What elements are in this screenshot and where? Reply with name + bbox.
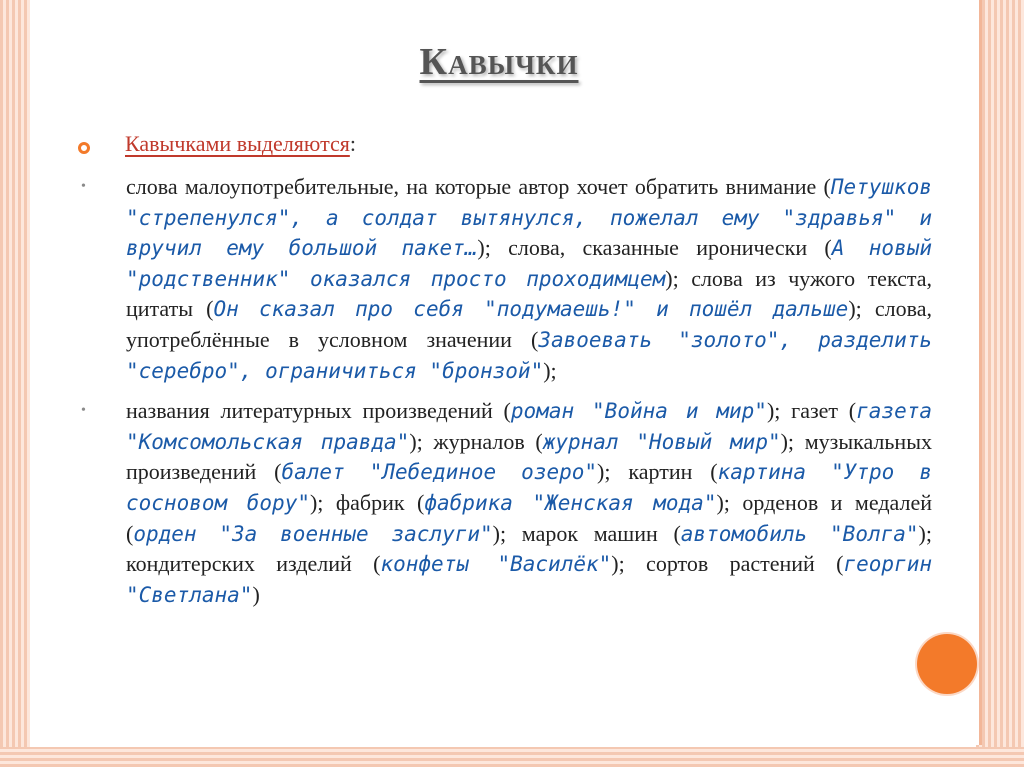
slide <box>34 0 979 745</box>
paragraph-text: слова малоупотребительные, на которые автор хочет обратить внимание ( <box>126 174 831 199</box>
paragraph-text: ); <box>543 357 557 383</box>
circle-bullet-icon <box>78 142 90 154</box>
paragraph-text: ); фабрик ( <box>309 489 425 515</box>
heading-text: Кавычками выделяются <box>125 131 350 156</box>
example-text: Он сказал про себя "подумаешь!" и пошёл дальше <box>213 297 849 322</box>
example-text: георгин "Светлана" <box>126 552 932 607</box>
example-text: фабрика "Женская мода" <box>424 490 717 515</box>
right-divider-line <box>979 0 982 745</box>
section-heading <box>125 131 356 157</box>
example-text: картина "Утро в сосновом бору" <box>126 460 932 515</box>
example-text: Завоевать "золото", разделить "серебро", ограничиться "бронзой" <box>126 327 932 383</box>
example-text: балет "Лебединое озеро" <box>281 460 598 485</box>
example-text: автомобиль "Волга" <box>680 521 919 546</box>
example-text: роман "Война и мир" <box>510 399 767 424</box>
heading-colon: : <box>349 131 356 156</box>
paragraph-text: ); музыкальных произведений ( <box>126 428 932 485</box>
paragraph-text: названия литературных произведений ( <box>126 398 511 424</box>
paragraph-text: ); кондитерских изделий ( <box>126 520 932 577</box>
paragraph-2 <box>74 396 932 610</box>
paragraph-text: ); газет ( <box>766 398 857 424</box>
dot-bullet-icon: • <box>81 403 86 419</box>
right-border-stripes <box>976 0 1024 767</box>
dot-bullet-icon: • <box>81 179 86 194</box>
slide-title: Кавычки <box>419 41 579 83</box>
example-text: журнал "Новый мир" <box>542 429 781 454</box>
paragraph-text: ); слова, употреблённые в условном значении ( <box>126 296 932 352</box>
decorative-circle-icon <box>917 634 977 694</box>
paragraph-text: ); журналов ( <box>409 428 543 454</box>
paragraph-text: ); орденов и медалей ( <box>126 489 932 546</box>
paragraph-text: ); марок машин ( <box>492 520 681 546</box>
example-text: газета "Комсомольская правда" <box>126 399 932 454</box>
example-text: А новый "родственник" оказался просто проходимцем <box>126 236 932 291</box>
left-border-stripes <box>0 0 30 767</box>
example-text: Петушков "стрепенулся", а солдат вытянулся, пожелал ему "здравья" и вручил ему большой пакет… <box>126 175 932 261</box>
bottom-border-stripes <box>0 747 1024 767</box>
paragraph-text: ) <box>252 581 260 607</box>
paragraph-text: ); слова, сказанные иронически ( <box>477 235 832 261</box>
paragraph-text: ); сортов растений ( <box>611 551 844 577</box>
paragraph-1 <box>74 172 932 386</box>
slide-body <box>74 172 932 610</box>
example-text: орден "За военные заслуги" <box>133 521 493 546</box>
paragraph-text: ); картин ( <box>597 459 718 485</box>
example-text: конфеты "Василёк" <box>380 552 612 577</box>
paragraph-text: ); слова из чужого текста, цитаты ( <box>126 265 932 322</box>
